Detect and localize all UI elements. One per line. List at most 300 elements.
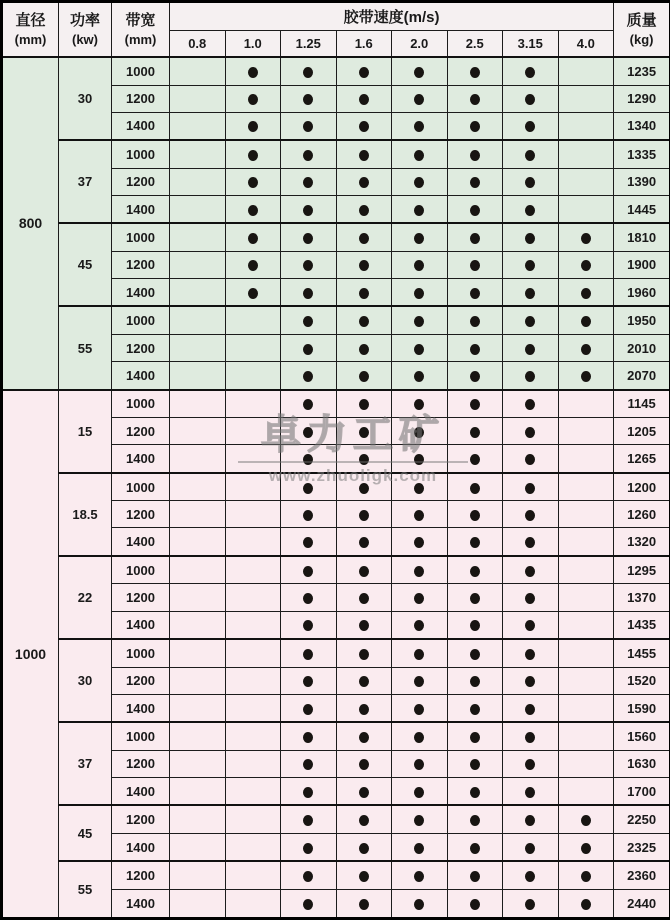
dot-marker xyxy=(359,759,369,770)
speed-mark-cell-1.25 xyxy=(281,667,337,694)
speed-mark-cell-2.0 xyxy=(392,694,448,722)
dot-marker xyxy=(470,205,480,216)
belt-width-cell: 1000 xyxy=(112,639,170,667)
speed-mark-cell-2.0 xyxy=(392,334,448,361)
belt-width-cell: 1200 xyxy=(112,861,170,889)
speed-mark-cell-1.25 xyxy=(281,223,337,251)
dot-marker xyxy=(581,233,591,244)
dot-marker xyxy=(303,537,313,548)
dot-marker xyxy=(359,537,369,548)
dot-marker xyxy=(303,288,313,299)
speed-mark-cell-3.15 xyxy=(503,694,559,722)
dot-marker xyxy=(414,843,424,854)
power-cell: 30 xyxy=(59,639,112,722)
belt-width-cell: 1000 xyxy=(112,722,170,750)
table-row xyxy=(2,861,670,889)
speed-mark-cell-2.0 xyxy=(392,168,448,195)
header-mass-unit: (kg) xyxy=(629,31,654,47)
speed-mark-cell-1.0 xyxy=(225,362,281,390)
dot-marker xyxy=(359,121,369,132)
table-body xyxy=(2,57,670,919)
speed-mark-cell-1.0 xyxy=(225,584,281,611)
speed-mark-cell-3.15 xyxy=(503,528,559,556)
table-row xyxy=(2,722,670,750)
speed-mark-cell-1.0 xyxy=(225,140,281,168)
mass-cell: 1205 xyxy=(614,418,670,445)
mass-cell: 2010 xyxy=(614,334,670,361)
dot-marker xyxy=(359,399,369,410)
dot-marker xyxy=(248,260,258,271)
header-speed-0.8: 0.8 xyxy=(170,31,226,58)
table-row xyxy=(2,390,670,418)
dot-marker xyxy=(248,288,258,299)
dot-marker xyxy=(525,94,535,105)
speed-mark-cell-0.8 xyxy=(170,85,226,112)
speed-mark-cell-0.8 xyxy=(170,195,226,223)
speed-mark-cell-4.0 xyxy=(558,501,614,528)
dot-marker xyxy=(248,177,258,188)
dot-marker xyxy=(303,593,313,604)
header-belt-width-label: 带宽 xyxy=(125,12,156,30)
header-diameter-unit: (mm) xyxy=(14,31,47,47)
speed-mark-cell-2.5 xyxy=(447,473,503,501)
speed-mark-cell-1.0 xyxy=(225,251,281,278)
mass-cell: 1295 xyxy=(614,556,670,584)
speed-mark-cell-1.6 xyxy=(336,168,392,195)
mass-cell: 1900 xyxy=(614,251,670,278)
speed-mark-cell-1.25 xyxy=(281,140,337,168)
speed-mark-cell-1.25 xyxy=(281,168,337,195)
dot-marker xyxy=(359,177,369,188)
speed-mark-cell-1.6 xyxy=(336,584,392,611)
dot-marker xyxy=(248,121,258,132)
belt-width-cell: 1400 xyxy=(112,889,170,918)
belt-width-cell: 1400 xyxy=(112,611,170,639)
dot-marker xyxy=(303,427,313,438)
speed-mark-cell-0.8 xyxy=(170,556,226,584)
speed-mark-cell-0.8 xyxy=(170,501,226,528)
dot-marker xyxy=(581,288,591,299)
speed-mark-cell-3.15 xyxy=(503,805,559,833)
dot-marker xyxy=(303,454,313,465)
table-row xyxy=(2,140,670,168)
speed-mark-cell-1.0 xyxy=(225,334,281,361)
dot-marker xyxy=(470,94,480,105)
speed-mark-cell-1.6 xyxy=(336,750,392,777)
header-speed-1.0: 1.0 xyxy=(225,31,281,58)
speed-mark-cell-2.5 xyxy=(447,722,503,750)
dot-marker xyxy=(525,759,535,770)
power-cell: 22 xyxy=(59,556,112,639)
speed-mark-cell-2.5 xyxy=(447,306,503,334)
speed-mark-cell-1.25 xyxy=(281,556,337,584)
dot-marker xyxy=(359,427,369,438)
header-power-unit: (kw) xyxy=(72,31,98,47)
dot-marker xyxy=(525,121,535,132)
dot-marker xyxy=(470,177,480,188)
speed-mark-cell-0.8 xyxy=(170,112,226,140)
mass-cell: 1700 xyxy=(614,777,670,805)
speed-mark-cell-2.5 xyxy=(447,861,503,889)
speed-mark-cell-2.0 xyxy=(392,501,448,528)
power-cell: 45 xyxy=(59,223,112,306)
dot-marker xyxy=(525,483,535,494)
speed-mark-cell-1.0 xyxy=(225,889,281,918)
diameter-cell: 1000 xyxy=(2,390,59,919)
speed-mark-cell-0.8 xyxy=(170,584,226,611)
speed-mark-cell-3.15 xyxy=(503,362,559,390)
dot-marker xyxy=(303,177,313,188)
dot-marker xyxy=(525,871,535,882)
speed-mark-cell-1.6 xyxy=(336,473,392,501)
speed-mark-cell-2.0 xyxy=(392,445,448,473)
speed-mark-cell-2.5 xyxy=(447,639,503,667)
dot-marker xyxy=(525,787,535,798)
speed-mark-cell-1.0 xyxy=(225,805,281,833)
dot-marker xyxy=(525,899,535,910)
dot-marker xyxy=(359,316,369,327)
speed-mark-cell-2.0 xyxy=(392,306,448,334)
speed-mark-cell-2.0 xyxy=(392,584,448,611)
dot-marker xyxy=(359,676,369,687)
dot-marker xyxy=(303,649,313,660)
speed-mark-cell-2.5 xyxy=(447,833,503,861)
mass-cell: 2070 xyxy=(614,362,670,390)
belt-width-cell: 1000 xyxy=(112,556,170,584)
power-cell: 18.5 xyxy=(59,473,112,556)
dot-marker xyxy=(414,704,424,715)
speed-mark-cell-1.6 xyxy=(336,611,392,639)
speed-mark-cell-1.0 xyxy=(225,418,281,445)
speed-mark-cell-1.0 xyxy=(225,168,281,195)
speed-mark-cell-1.25 xyxy=(281,805,337,833)
speed-mark-cell-4.0 xyxy=(558,805,614,833)
speed-mark-cell-1.25 xyxy=(281,501,337,528)
dot-marker xyxy=(581,344,591,355)
dot-marker xyxy=(303,121,313,132)
speed-mark-cell-2.5 xyxy=(447,528,503,556)
speed-mark-cell-3.15 xyxy=(503,639,559,667)
speed-mark-cell-0.8 xyxy=(170,639,226,667)
dot-marker xyxy=(525,843,535,854)
speed-mark-cell-1.25 xyxy=(281,278,337,306)
dot-marker xyxy=(303,94,313,105)
speed-mark-cell-1.25 xyxy=(281,889,337,918)
speed-mark-cell-3.15 xyxy=(503,168,559,195)
belt-width-cell: 1200 xyxy=(112,750,170,777)
mass-cell: 1235 xyxy=(614,57,670,85)
dot-marker xyxy=(581,815,591,826)
mass-cell: 1445 xyxy=(614,195,670,223)
dot-marker xyxy=(303,399,313,410)
speed-mark-cell-2.0 xyxy=(392,805,448,833)
header-diameter-label: 直径 xyxy=(15,12,46,30)
dot-marker xyxy=(470,150,480,161)
speed-mark-cell-1.0 xyxy=(225,750,281,777)
speed-mark-cell-1.25 xyxy=(281,473,337,501)
dot-marker xyxy=(359,899,369,910)
speed-mark-cell-0.8 xyxy=(170,889,226,918)
dot-marker xyxy=(303,620,313,631)
dot-marker xyxy=(581,843,591,854)
speed-mark-cell-1.6 xyxy=(336,777,392,805)
dot-marker xyxy=(581,316,591,327)
speed-mark-cell-4.0 xyxy=(558,306,614,334)
speed-mark-cell-1.0 xyxy=(225,112,281,140)
speed-mark-cell-1.6 xyxy=(336,251,392,278)
speed-mark-cell-1.25 xyxy=(281,861,337,889)
header-mass-label: 质量 xyxy=(626,12,657,30)
speed-mark-cell-2.5 xyxy=(447,667,503,694)
speed-mark-cell-3.15 xyxy=(503,777,559,805)
speed-mark-cell-4.0 xyxy=(558,362,614,390)
speed-mark-cell-1.25 xyxy=(281,611,337,639)
speed-mark-cell-1.6 xyxy=(336,362,392,390)
speed-mark-cell-3.15 xyxy=(503,112,559,140)
speed-mark-cell-4.0 xyxy=(558,861,614,889)
speed-mark-cell-2.0 xyxy=(392,112,448,140)
dot-marker xyxy=(525,704,535,715)
speed-mark-cell-2.5 xyxy=(447,445,503,473)
dot-marker xyxy=(414,288,424,299)
speed-mark-cell-2.5 xyxy=(447,418,503,445)
dot-marker xyxy=(470,121,480,132)
speed-mark-cell-2.0 xyxy=(392,777,448,805)
dot-marker xyxy=(248,94,258,105)
dot-marker xyxy=(414,260,424,271)
power-cell: 37 xyxy=(59,140,112,223)
speed-mark-cell-0.8 xyxy=(170,667,226,694)
speed-mark-cell-1.0 xyxy=(225,195,281,223)
dot-marker xyxy=(359,510,369,521)
speed-mark-cell-1.6 xyxy=(336,722,392,750)
speed-mark-cell-1.25 xyxy=(281,390,337,418)
dot-marker xyxy=(414,316,424,327)
belt-width-cell: 1000 xyxy=(112,57,170,85)
belt-width-cell: 1000 xyxy=(112,223,170,251)
speed-mark-cell-2.0 xyxy=(392,362,448,390)
dot-marker xyxy=(470,454,480,465)
belt-width-cell: 1400 xyxy=(112,362,170,390)
speed-mark-cell-2.5 xyxy=(447,501,503,528)
speed-mark-cell-2.0 xyxy=(392,667,448,694)
speed-mark-cell-3.15 xyxy=(503,584,559,611)
speed-mark-cell-3.15 xyxy=(503,278,559,306)
speed-mark-cell-1.25 xyxy=(281,445,337,473)
dot-marker xyxy=(525,620,535,631)
speed-mark-cell-1.6 xyxy=(336,57,392,85)
dot-marker xyxy=(525,344,535,355)
speed-mark-cell-1.6 xyxy=(336,556,392,584)
speed-mark-cell-0.8 xyxy=(170,223,226,251)
mass-cell: 2360 xyxy=(614,861,670,889)
speed-mark-cell-1.0 xyxy=(225,722,281,750)
speed-mark-cell-2.5 xyxy=(447,334,503,361)
speed-mark-cell-2.5 xyxy=(447,168,503,195)
dot-marker xyxy=(414,483,424,494)
speed-mark-cell-2.5 xyxy=(447,777,503,805)
dot-marker xyxy=(303,205,313,216)
speed-mark-cell-4.0 xyxy=(558,639,614,667)
speed-mark-cell-1.25 xyxy=(281,639,337,667)
speed-mark-cell-4.0 xyxy=(558,195,614,223)
dot-marker xyxy=(248,67,258,78)
speed-mark-cell-3.15 xyxy=(503,750,559,777)
speed-mark-cell-2.0 xyxy=(392,750,448,777)
dot-marker xyxy=(303,510,313,521)
mass-cell: 1335 xyxy=(614,140,670,168)
speed-mark-cell-3.15 xyxy=(503,889,559,918)
dot-marker xyxy=(414,177,424,188)
dot-marker xyxy=(303,732,313,743)
dot-marker xyxy=(470,759,480,770)
dot-marker xyxy=(359,871,369,882)
speed-mark-cell-2.5 xyxy=(447,223,503,251)
speed-mark-cell-1.0 xyxy=(225,57,281,85)
speed-mark-cell-1.6 xyxy=(336,112,392,140)
speed-mark-cell-3.15 xyxy=(503,833,559,861)
dot-marker xyxy=(470,787,480,798)
speed-mark-cell-1.6 xyxy=(336,501,392,528)
speed-mark-cell-2.0 xyxy=(392,390,448,418)
dot-marker xyxy=(303,704,313,715)
mass-cell: 1455 xyxy=(614,639,670,667)
speed-mark-cell-1.25 xyxy=(281,750,337,777)
dot-marker xyxy=(359,344,369,355)
belt-width-cell: 1000 xyxy=(112,473,170,501)
speed-mark-cell-1.6 xyxy=(336,306,392,334)
speed-mark-cell-3.15 xyxy=(503,501,559,528)
speed-mark-cell-2.0 xyxy=(392,195,448,223)
dot-marker xyxy=(525,593,535,604)
header-diameter xyxy=(2,2,59,58)
speed-mark-cell-1.0 xyxy=(225,833,281,861)
dot-marker xyxy=(581,871,591,882)
speed-mark-cell-2.0 xyxy=(392,889,448,918)
mass-cell: 1145 xyxy=(614,390,670,418)
speed-mark-cell-1.25 xyxy=(281,584,337,611)
speed-mark-cell-0.8 xyxy=(170,473,226,501)
diameter-cell: 800 xyxy=(2,57,59,390)
dot-marker xyxy=(359,67,369,78)
speed-mark-cell-3.15 xyxy=(503,140,559,168)
speed-mark-cell-0.8 xyxy=(170,251,226,278)
speed-mark-cell-1.0 xyxy=(225,528,281,556)
speed-mark-cell-1.0 xyxy=(225,777,281,805)
dot-marker xyxy=(470,483,480,494)
dot-marker xyxy=(525,815,535,826)
speed-mark-cell-1.0 xyxy=(225,556,281,584)
power-cell: 55 xyxy=(59,306,112,389)
speed-mark-cell-0.8 xyxy=(170,306,226,334)
dot-marker xyxy=(414,620,424,631)
dot-marker xyxy=(525,566,535,577)
dot-marker xyxy=(470,510,480,521)
belt-width-cell: 1400 xyxy=(112,777,170,805)
speed-mark-cell-4.0 xyxy=(558,140,614,168)
dot-marker xyxy=(359,483,369,494)
speed-mark-cell-1.6 xyxy=(336,805,392,833)
dot-marker xyxy=(303,676,313,687)
belt-width-cell: 1200 xyxy=(112,168,170,195)
speed-mark-cell-2.5 xyxy=(447,112,503,140)
speed-mark-cell-0.8 xyxy=(170,861,226,889)
speed-mark-cell-2.0 xyxy=(392,833,448,861)
table-header xyxy=(2,2,670,58)
speed-mark-cell-2.0 xyxy=(392,639,448,667)
belt-width-cell: 1400 xyxy=(112,833,170,861)
speed-mark-cell-4.0 xyxy=(558,667,614,694)
speed-mark-cell-1.6 xyxy=(336,140,392,168)
power-cell: 45 xyxy=(59,805,112,861)
speed-mark-cell-1.6 xyxy=(336,390,392,418)
dot-marker xyxy=(359,843,369,854)
dot-marker xyxy=(414,150,424,161)
speed-mark-cell-1.25 xyxy=(281,112,337,140)
speed-mark-cell-2.5 xyxy=(447,390,503,418)
dot-marker xyxy=(414,537,424,548)
dot-marker xyxy=(525,233,535,244)
table-row xyxy=(2,556,670,584)
dot-marker xyxy=(359,150,369,161)
dot-marker xyxy=(303,150,313,161)
dot-marker xyxy=(414,871,424,882)
dot-marker xyxy=(303,344,313,355)
speed-mark-cell-1.25 xyxy=(281,528,337,556)
speed-mark-cell-4.0 xyxy=(558,556,614,584)
speed-mark-cell-0.8 xyxy=(170,722,226,750)
speed-mark-cell-3.15 xyxy=(503,57,559,85)
speed-mark-cell-4.0 xyxy=(558,334,614,361)
speed-mark-cell-4.0 xyxy=(558,833,614,861)
dot-marker xyxy=(303,260,313,271)
watermark-url-text: www.zhuoligk.com xyxy=(268,466,438,485)
dot-marker xyxy=(470,288,480,299)
speed-mark-cell-1.0 xyxy=(225,667,281,694)
dot-marker xyxy=(470,593,480,604)
speed-mark-cell-1.0 xyxy=(225,861,281,889)
dot-marker xyxy=(414,759,424,770)
header-belt-speed: 胶带速度(m/s) xyxy=(170,2,614,31)
dot-marker xyxy=(359,260,369,271)
dot-marker xyxy=(470,704,480,715)
speed-mark-cell-1.6 xyxy=(336,223,392,251)
speed-mark-cell-4.0 xyxy=(558,584,614,611)
dot-marker xyxy=(359,620,369,631)
belt-width-cell: 1000 xyxy=(112,306,170,334)
speed-mark-cell-3.15 xyxy=(503,418,559,445)
mass-cell: 1560 xyxy=(614,722,670,750)
table-row xyxy=(2,639,670,667)
speed-mark-cell-1.6 xyxy=(336,667,392,694)
speed-mark-cell-1.0 xyxy=(225,223,281,251)
dot-marker xyxy=(359,566,369,577)
dot-marker xyxy=(303,871,313,882)
speed-mark-cell-1.6 xyxy=(336,528,392,556)
mass-cell: 2440 xyxy=(614,889,670,918)
header-power-label: 功率 xyxy=(69,12,100,30)
speed-mark-cell-1.6 xyxy=(336,445,392,473)
dot-marker xyxy=(359,815,369,826)
speed-mark-cell-3.15 xyxy=(503,306,559,334)
table-row xyxy=(2,223,670,251)
dot-marker xyxy=(414,815,424,826)
speed-mark-cell-2.5 xyxy=(447,805,503,833)
belt-width-cell: 1400 xyxy=(112,694,170,722)
speed-mark-cell-1.6 xyxy=(336,861,392,889)
speed-mark-cell-2.0 xyxy=(392,556,448,584)
speed-mark-cell-1.6 xyxy=(336,195,392,223)
